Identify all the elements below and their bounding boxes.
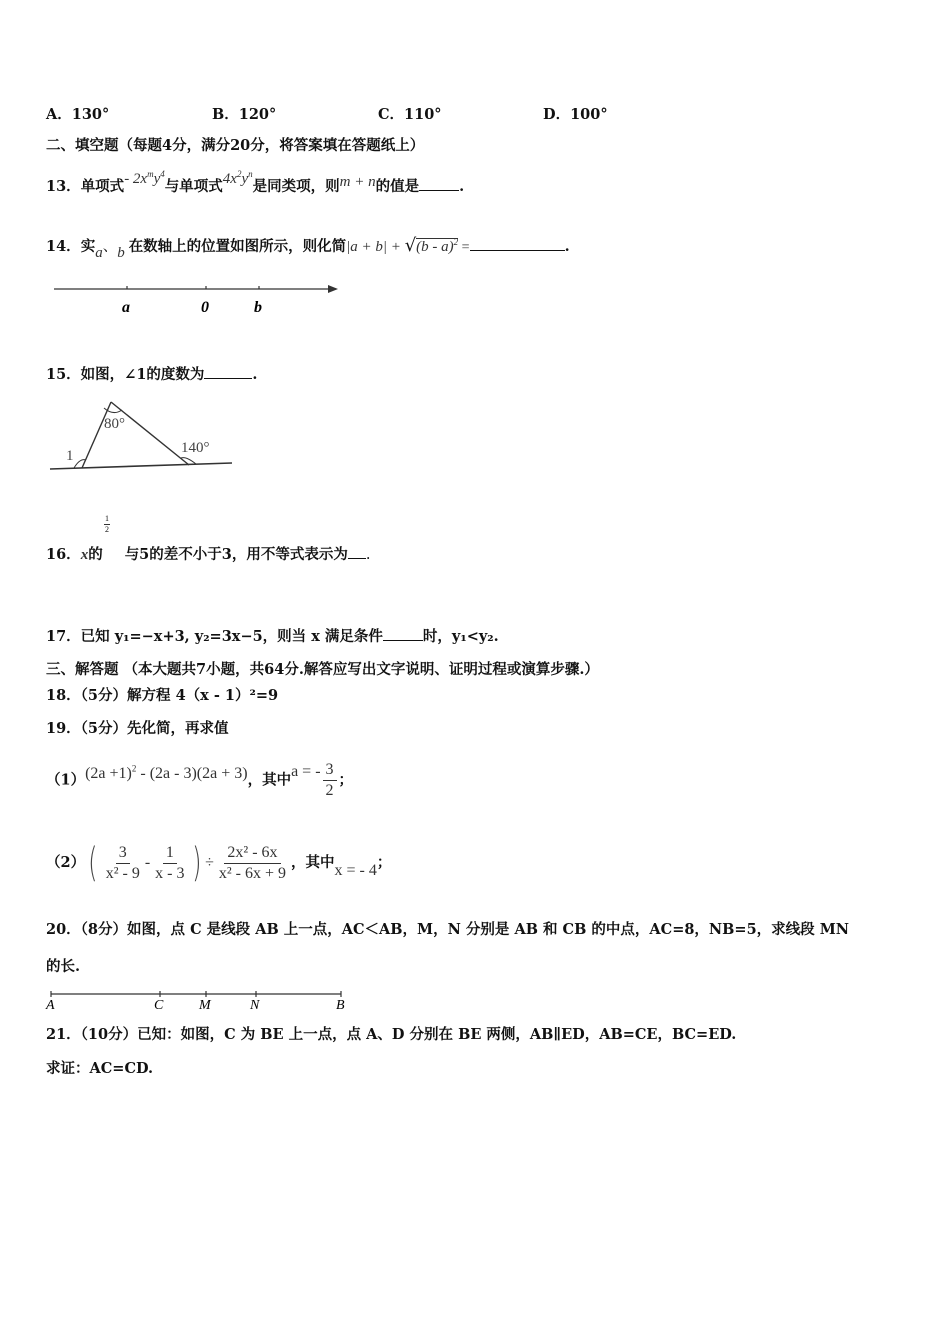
frac-num: 2x² - 6x xyxy=(224,843,280,864)
label-M: M xyxy=(199,998,211,1012)
monomial-2 xyxy=(223,171,253,187)
triangle-figure xyxy=(46,396,236,476)
q15-text: 15．如图，∠1的度数为 xyxy=(46,366,205,383)
question-number: 16． xyxy=(46,546,81,563)
triangle-left-side xyxy=(82,402,111,468)
frac-den: x² - 9 xyxy=(105,864,140,882)
answer-blank[interactable] xyxy=(470,236,565,251)
part-label: （1） xyxy=(46,771,86,789)
left-paren: ( xyxy=(88,840,98,886)
q17-text: 17．已知 y₁=−x+3, y₂=3x−5，则当 x 满足条件 xyxy=(46,628,383,645)
half-fraction xyxy=(104,514,110,535)
option-c: C．110° xyxy=(378,106,442,123)
frac-den: x - 3 xyxy=(155,864,185,882)
q19-p2-sep: ，其中 xyxy=(291,854,335,871)
option-d: D．100° xyxy=(543,106,608,123)
frac-num: 3 xyxy=(323,760,337,781)
q14-eq: = xyxy=(458,240,470,255)
q19-p1-expr xyxy=(85,765,247,782)
question-14 xyxy=(46,232,570,261)
q14-end: . xyxy=(564,238,570,255)
answer-blank[interactable] xyxy=(383,626,423,641)
var-a: a xyxy=(95,245,103,261)
q14-abs-expr: |a + b| + xyxy=(346,239,405,255)
label-A: A xyxy=(46,998,55,1012)
q14-sqrt-content xyxy=(416,238,458,255)
q19-part-2 xyxy=(46,838,391,888)
frac-den: x² - 6x + 9 xyxy=(218,864,287,882)
q13-text-2: 与单项式 xyxy=(164,178,223,195)
q14-text-2: 在数轴上的位置如图所示，则化简 xyxy=(128,238,347,255)
part-label: （2） xyxy=(46,854,86,871)
answer-blank[interactable] xyxy=(204,364,252,379)
question-number: 13． xyxy=(46,178,81,195)
q19-p2-end: ； xyxy=(376,854,392,871)
q19-part-1 xyxy=(46,752,353,803)
q13-mono2-y: y xyxy=(241,171,249,187)
q13-mono1-y: y xyxy=(153,171,161,187)
label-N: N xyxy=(250,998,260,1012)
question-21-line-1: 21．（10分）已知：如图，C 为 BE 上一点，点 A、D 分别在 BE 两侧，AB∥ED，AB=CE，BC=ED. xyxy=(46,1026,737,1043)
q14-text-1: 实 xyxy=(80,238,96,255)
q14-sqrt-expr: (b - a) xyxy=(416,239,454,255)
q13-exp-m: m xyxy=(147,169,154,179)
divide: ÷ xyxy=(205,854,214,871)
q19-p1-expr-a: (2a +1) xyxy=(85,765,132,783)
angle-80-label: 80° xyxy=(104,416,125,432)
question-20-line-2: 的长. xyxy=(46,958,81,975)
q13-end: . xyxy=(459,178,465,195)
question-21-line-2: 求证：AC=CD. xyxy=(46,1060,154,1077)
angle-1-label: 1 xyxy=(66,448,74,464)
option-a: A．130° xyxy=(46,106,110,123)
q19-p1-sep: ，其中 xyxy=(247,771,292,789)
fraction-3 xyxy=(216,843,289,884)
fraction-3-2 xyxy=(323,760,337,801)
var-x: x xyxy=(80,547,89,563)
label-B: B xyxy=(336,998,345,1012)
q13-text-4: 的值是 xyxy=(375,178,420,195)
question-20-line-1: 20．（8分）如图，点 C 是线段 AB 上一点，AC＜AB，M，N 分别是 AB 和 CB 的中点，AC=8，NB=5，求线段 MN xyxy=(46,921,850,938)
q13-exp-4: 4 xyxy=(160,169,165,179)
question-19: 19．（5分）先化简，再求值 xyxy=(46,720,229,737)
answer-blank[interactable] xyxy=(348,544,366,559)
frac-num: 1 xyxy=(163,843,177,864)
angle-140-label: 140° xyxy=(181,440,210,456)
sqrt-icon: √ xyxy=(404,235,417,256)
label-C: C xyxy=(154,998,164,1012)
monomial-1 xyxy=(124,171,165,187)
question-15 xyxy=(46,364,257,385)
option-b: B．120° xyxy=(212,106,277,123)
q13-text-1: 单项式 xyxy=(80,178,125,195)
q13-mono2-base: 4x xyxy=(222,171,237,187)
answer-blank[interactable] xyxy=(419,176,459,191)
q19-p1-cond: a = - xyxy=(291,763,321,781)
frac-num: 1 xyxy=(105,514,109,523)
q17-text-2: 时，y₁<y₂. xyxy=(422,628,499,645)
q14-sep: 、 xyxy=(102,239,118,255)
label-b: b xyxy=(254,299,262,316)
q16-text-2: 与5的差不小于3，用不等式表示为 xyxy=(124,546,348,563)
q16-end: . xyxy=(365,547,371,563)
q19-p1-end: ； xyxy=(338,771,354,789)
q13-exp-n: n xyxy=(248,169,253,179)
fraction-2 xyxy=(152,843,187,884)
q19-p2-cond: x = - 4 xyxy=(334,862,377,879)
question-17 xyxy=(46,626,499,647)
fraction-1 xyxy=(103,843,143,884)
section-heading-solve: 三、解答题 （本大题共7小题，共64分.解答应写出文字说明、证明过程或演算步骤.） xyxy=(46,661,599,678)
triangle-right-side xyxy=(111,402,189,465)
q15-end: . xyxy=(252,366,258,383)
frac-den: 2 xyxy=(325,781,334,799)
question-13 xyxy=(46,169,465,197)
var-b: b xyxy=(117,245,125,261)
q13-text-3: 是同类项，则 xyxy=(252,178,340,195)
q19-p1-exp: 2 xyxy=(131,764,137,774)
number-line xyxy=(46,276,346,322)
minus: - xyxy=(144,854,151,871)
frac-den: 2 xyxy=(105,525,109,534)
q13-exp-2: 2 xyxy=(236,169,242,179)
section-heading-fill-blank: 二、填空题（每题4分，满分20分，将答案填在答题纸上） xyxy=(46,137,425,154)
q13-mono1-base: - 2x xyxy=(124,171,148,187)
question-number: 14． xyxy=(46,238,81,255)
axis-arrow-icon xyxy=(328,285,338,293)
label-a: a xyxy=(122,299,130,316)
q13-expr: m + n xyxy=(339,174,376,190)
q16-text-1: 的 xyxy=(88,546,103,563)
q19-p1-expr-b: - (2a - 3)(2a + 3) xyxy=(136,765,248,783)
right-paren: ) xyxy=(192,840,202,886)
label-0: 0 xyxy=(201,299,209,316)
question-16 xyxy=(46,544,370,565)
segment-figure xyxy=(44,986,354,1012)
question-18: 18．（5分）解方程 4（x - 1）²=9 xyxy=(46,687,279,704)
frac-num: 3 xyxy=(116,843,130,864)
q14-exp: 2 xyxy=(453,237,459,247)
